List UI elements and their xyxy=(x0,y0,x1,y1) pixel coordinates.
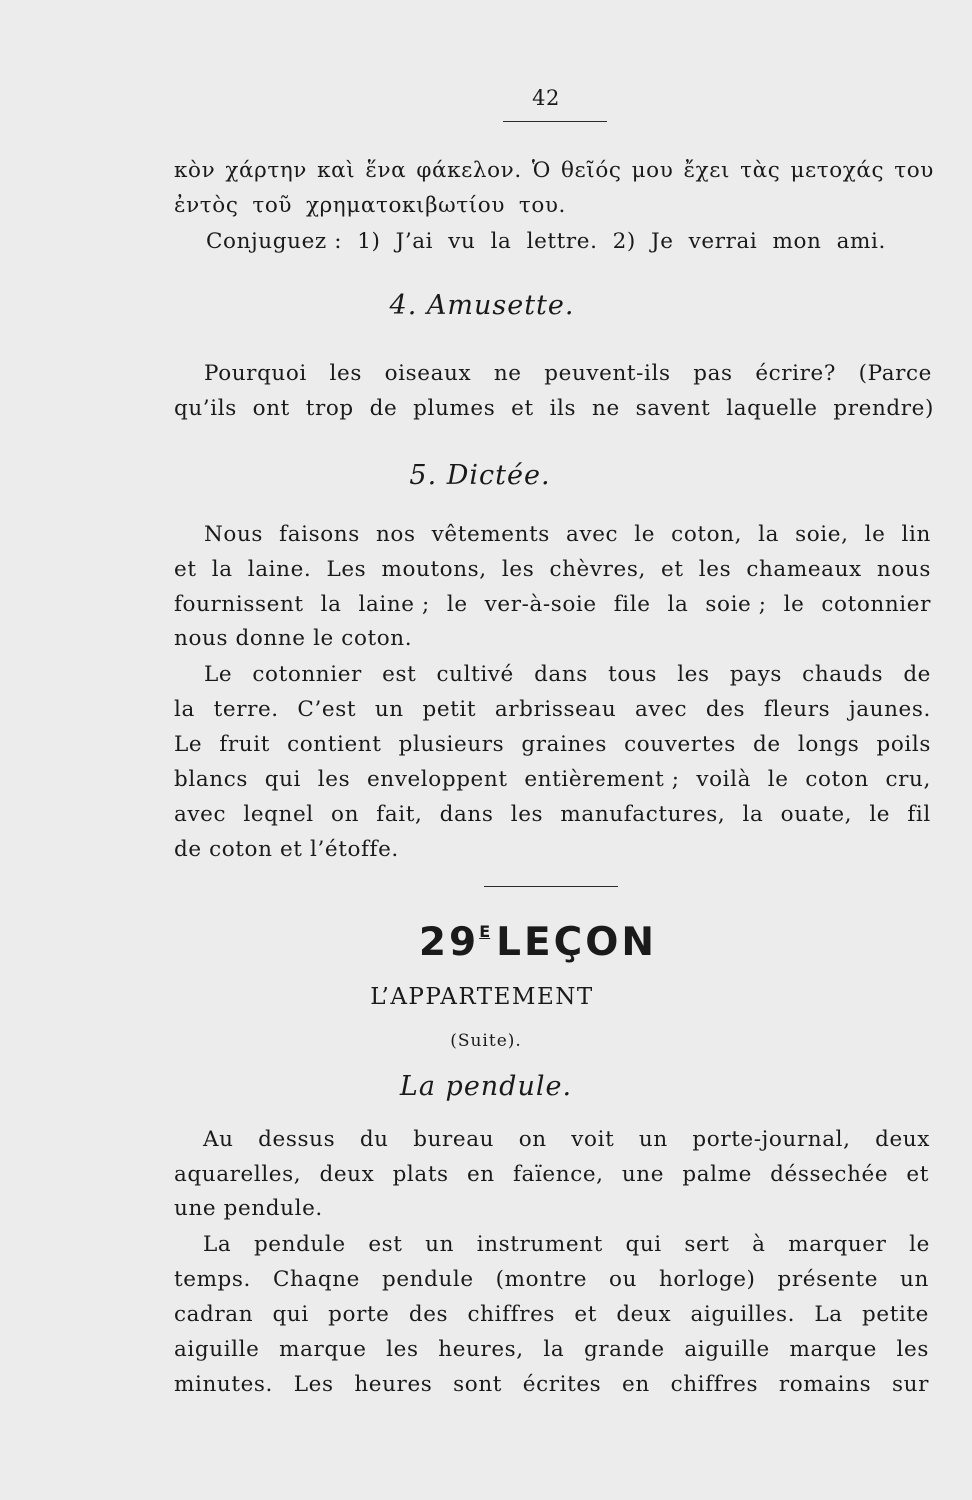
word: χάρτην xyxy=(225,158,307,183)
word: le xyxy=(767,767,789,792)
word: Les xyxy=(293,1372,334,1397)
lesson-word: LEÇON xyxy=(496,920,658,965)
word: les xyxy=(677,662,710,687)
word: Je xyxy=(651,229,674,254)
word: la xyxy=(490,229,512,254)
word: nos xyxy=(375,522,416,547)
word: Nous xyxy=(204,522,264,547)
word: couvertes xyxy=(624,732,736,757)
text-line xyxy=(174,1193,934,1225)
text-line xyxy=(174,834,934,866)
word: τοῦ xyxy=(252,193,293,218)
text-line xyxy=(206,226,886,258)
word: qui xyxy=(264,767,302,792)
word: laquelle xyxy=(726,396,818,421)
lesson-section-heading: La pendule. xyxy=(399,1071,573,1102)
lesson-subtitle: L’APPARTEMENT xyxy=(370,984,594,1010)
word: la xyxy=(742,802,764,827)
word: fait, xyxy=(376,802,423,827)
word: sert xyxy=(684,1232,730,1257)
word: et xyxy=(174,557,197,582)
word: la xyxy=(174,697,195,722)
word: (Parce xyxy=(858,361,932,386)
page-number: 42 xyxy=(532,86,560,110)
word: laine. xyxy=(247,557,312,582)
word: deux xyxy=(319,1162,375,1187)
word: ver-à-soie xyxy=(484,592,597,617)
word: ami. xyxy=(836,229,886,254)
word: ils xyxy=(549,396,577,421)
word: fil xyxy=(907,802,931,827)
text-line xyxy=(204,358,932,390)
word: porte-journal, xyxy=(692,1127,851,1152)
word: temps. xyxy=(174,1267,251,1292)
word: pendule xyxy=(253,1232,346,1257)
word: jaunes. xyxy=(848,697,931,722)
word: plusieurs xyxy=(398,732,505,757)
word: une pendule. xyxy=(174,1196,323,1221)
word: et xyxy=(661,557,684,582)
word: φάκελον. xyxy=(416,158,522,183)
word: voilà xyxy=(696,767,752,792)
word: un xyxy=(425,1232,455,1257)
word: ou xyxy=(609,1267,638,1292)
lesson-number-suffix: E xyxy=(479,922,491,941)
word: grande xyxy=(583,1337,665,1362)
word: ἕνα xyxy=(365,158,407,183)
word: cru, xyxy=(885,767,931,792)
text-line xyxy=(203,1229,930,1261)
lesson-suite: (Suite). xyxy=(450,1031,522,1051)
word: coton, xyxy=(671,522,743,547)
word: verrai xyxy=(688,229,758,254)
word: le xyxy=(446,592,468,617)
word: le xyxy=(783,592,805,617)
word: trop xyxy=(305,396,354,421)
word: est xyxy=(382,662,417,687)
word: oiseaux xyxy=(384,361,472,386)
word: dans xyxy=(439,802,494,827)
word: aiguille xyxy=(684,1337,770,1362)
word: χρηματοκιβωτίου xyxy=(305,193,505,218)
word: deux xyxy=(875,1127,930,1152)
word: le xyxy=(909,1232,930,1257)
text-line xyxy=(204,519,931,551)
text-line xyxy=(174,554,931,586)
word: J’ai xyxy=(395,229,434,254)
lesson-number: 29 xyxy=(418,920,480,965)
word: une xyxy=(621,1162,665,1187)
word: soie ; xyxy=(705,592,767,617)
word: entièrement ; xyxy=(524,767,680,792)
word: fournissent xyxy=(174,592,304,617)
word: leqnel xyxy=(243,802,314,827)
word: la xyxy=(543,1337,565,1362)
word: nous xyxy=(876,557,931,582)
word: qu’ils xyxy=(174,396,237,421)
page-number-rule xyxy=(503,121,607,122)
word: θεῖός xyxy=(561,158,622,183)
word: déssechée xyxy=(770,1162,889,1187)
word: les xyxy=(317,767,351,792)
word: pays xyxy=(729,662,782,687)
word: deux xyxy=(616,1302,672,1327)
text-line xyxy=(174,694,931,726)
word: Le xyxy=(204,662,233,687)
word: ont xyxy=(252,396,290,421)
word: marque xyxy=(789,1337,877,1362)
lesson-title xyxy=(52,920,972,965)
word: la xyxy=(667,592,689,617)
word: et xyxy=(906,1162,929,1187)
word: 1) xyxy=(357,229,381,254)
word: του xyxy=(894,158,934,183)
text-line xyxy=(174,155,934,187)
text-line xyxy=(174,1264,929,1296)
word: plats xyxy=(392,1162,449,1187)
word: bureau xyxy=(413,1127,495,1152)
word: lin xyxy=(901,522,931,547)
text-line xyxy=(174,623,934,655)
word: chèvres, xyxy=(549,557,646,582)
word: on xyxy=(331,802,360,827)
word: Conjuguez : xyxy=(206,229,343,254)
word: pendule xyxy=(381,1267,474,1292)
word: et xyxy=(511,396,534,421)
word: avec xyxy=(635,697,688,722)
word: qui xyxy=(272,1302,309,1327)
word: en xyxy=(622,1372,650,1397)
word: faïence, xyxy=(512,1162,604,1187)
text-line xyxy=(174,729,931,761)
word: Pourquoi xyxy=(204,361,307,386)
word: του. xyxy=(518,193,566,218)
text-line xyxy=(174,1369,929,1401)
word: la xyxy=(758,522,780,547)
word: mon xyxy=(772,229,822,254)
word: de coton et l’étoffe. xyxy=(174,837,399,862)
word: présente xyxy=(777,1267,879,1292)
text-line xyxy=(174,799,931,831)
text-line xyxy=(174,1159,929,1191)
word: contient xyxy=(287,732,382,757)
word: marque xyxy=(279,1337,367,1362)
word: aiguilles. xyxy=(690,1302,796,1327)
amusette-heading: 4. Amusette. xyxy=(389,290,575,321)
word: chauds xyxy=(802,662,884,687)
word: καὶ xyxy=(317,158,356,183)
word: cultivé xyxy=(436,662,514,687)
word: écrire? xyxy=(755,361,836,386)
word: faisons xyxy=(279,522,360,547)
word: vêtements xyxy=(431,522,550,547)
text-line xyxy=(203,1124,930,1156)
text-line xyxy=(174,589,931,621)
word: longs xyxy=(797,732,860,757)
word: Chaqne xyxy=(272,1267,360,1292)
word: de xyxy=(753,732,781,757)
word: manufactures, xyxy=(560,802,726,827)
word: tous xyxy=(608,662,657,687)
word: ἐντὸς xyxy=(174,193,239,218)
word: un xyxy=(900,1267,929,1292)
word: les xyxy=(698,557,732,582)
text-line xyxy=(174,1334,929,1366)
word: instrument xyxy=(476,1232,603,1257)
word: minutes. xyxy=(174,1372,273,1397)
word: nous donne le coton. xyxy=(174,626,413,651)
word: un xyxy=(374,697,404,722)
word: ne xyxy=(592,396,620,421)
word: enveloppent xyxy=(366,767,508,792)
word: le xyxy=(634,522,656,547)
word: prendre) xyxy=(833,396,934,421)
word: le xyxy=(869,802,891,827)
word: soie, xyxy=(795,522,849,547)
word: ne xyxy=(493,361,522,386)
word: graines xyxy=(521,732,607,757)
word: de xyxy=(369,396,398,421)
word: avec xyxy=(174,802,227,827)
word: peuvent-ils xyxy=(544,361,671,386)
word: est xyxy=(368,1232,403,1257)
word: 2) xyxy=(612,229,636,254)
word: cotonnier xyxy=(821,592,931,617)
word: laine ; xyxy=(358,592,430,617)
word: terre. xyxy=(213,697,279,722)
word: Au xyxy=(203,1127,234,1152)
word: chiffres xyxy=(467,1302,556,1327)
text-line xyxy=(174,1299,929,1331)
word: La xyxy=(814,1302,843,1327)
text-line xyxy=(174,393,934,425)
word: plumes xyxy=(413,396,496,421)
word: cotonnier xyxy=(252,662,362,687)
word: heures, xyxy=(438,1337,524,1362)
word: ouate, xyxy=(780,802,853,827)
word: arbrisseau xyxy=(494,697,617,722)
word: marquer xyxy=(788,1232,887,1257)
word: poils xyxy=(876,732,931,757)
word: μου xyxy=(631,158,674,183)
word: dans xyxy=(534,662,588,687)
word: Le xyxy=(174,732,203,757)
word: heures xyxy=(354,1372,433,1397)
word: des xyxy=(408,1302,449,1327)
word: voit xyxy=(571,1127,615,1152)
word: fleurs xyxy=(763,697,831,722)
word: Les xyxy=(326,557,367,582)
word: de xyxy=(903,662,931,687)
word: petit xyxy=(422,697,477,722)
word: on xyxy=(518,1127,547,1152)
word: à xyxy=(752,1232,766,1257)
word: pas xyxy=(693,361,733,386)
word: aiguille xyxy=(174,1337,260,1362)
word: un xyxy=(638,1127,668,1152)
word: les xyxy=(510,802,544,827)
word: coton xyxy=(805,767,869,792)
word: aquarelles, xyxy=(174,1162,302,1187)
word: fruit xyxy=(219,732,270,757)
section-divider xyxy=(484,886,618,887)
word: horloge) xyxy=(658,1267,756,1292)
word: lettre. xyxy=(526,229,598,254)
text-line xyxy=(174,764,931,796)
word: blancs xyxy=(174,767,248,792)
word: les xyxy=(896,1337,929,1362)
word: μετοχάς xyxy=(790,158,885,183)
word: les xyxy=(501,557,535,582)
word: ἔχει xyxy=(683,158,731,183)
word: porte xyxy=(328,1302,390,1327)
word: La xyxy=(203,1232,232,1257)
word: la xyxy=(320,592,342,617)
word: qui xyxy=(625,1232,662,1257)
word: Ὁ xyxy=(531,158,551,183)
word: chameaux xyxy=(746,557,862,582)
word: moutons, xyxy=(381,557,487,582)
word: et xyxy=(574,1302,597,1327)
word: des xyxy=(705,697,746,722)
word: romains xyxy=(778,1372,872,1397)
word: chiffres xyxy=(670,1372,759,1397)
word: C’est xyxy=(297,697,357,722)
word: κὸν xyxy=(174,158,216,183)
dictee-heading: 5. Dictée. xyxy=(409,460,551,491)
text-line xyxy=(204,659,931,691)
word: (montre xyxy=(495,1267,588,1292)
word: palme xyxy=(682,1162,752,1187)
word: dessus xyxy=(258,1127,336,1152)
word: savent xyxy=(635,396,711,421)
text-line xyxy=(174,190,566,222)
word: les xyxy=(329,361,362,386)
word: la xyxy=(211,557,233,582)
word: vu xyxy=(448,229,476,254)
word: petite xyxy=(862,1302,929,1327)
word: le xyxy=(864,522,886,547)
word: cadran xyxy=(174,1302,254,1327)
word: les xyxy=(386,1337,419,1362)
word: avec xyxy=(566,522,619,547)
word: écrites xyxy=(522,1372,602,1397)
word: du xyxy=(359,1127,389,1152)
word: file xyxy=(613,592,651,617)
word: sur xyxy=(891,1372,929,1397)
word: sont xyxy=(453,1372,503,1397)
word: τὰς xyxy=(740,158,781,183)
word: en xyxy=(466,1162,495,1187)
